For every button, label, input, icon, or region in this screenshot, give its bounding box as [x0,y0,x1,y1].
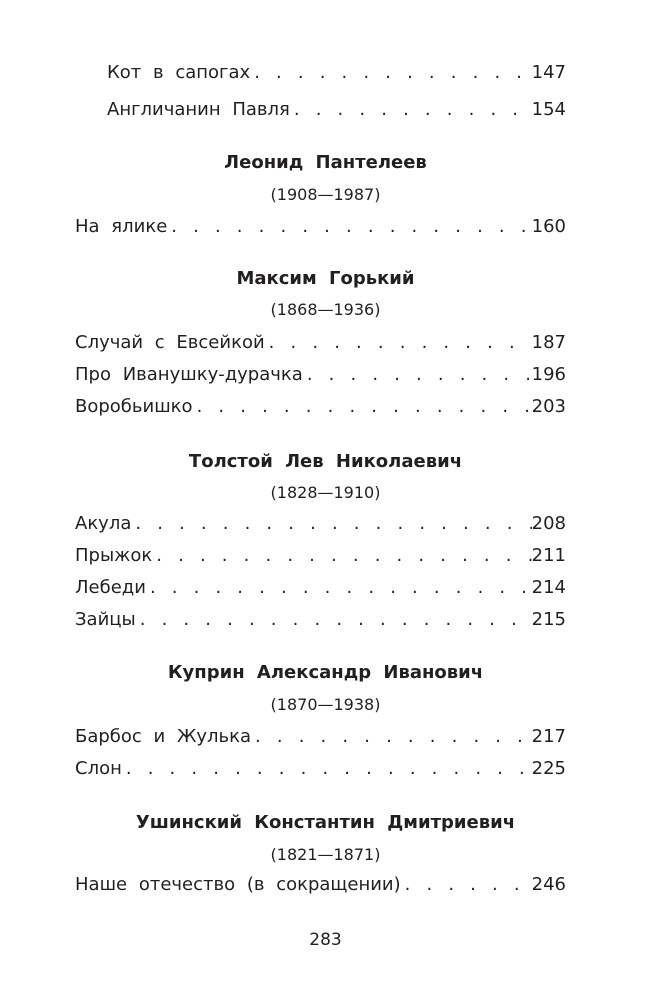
entry-page: 215 [531,609,566,630]
leader-dots [122,758,532,779]
toc-entry [75,216,566,242]
leader-dots [250,62,531,83]
toc-entry [75,609,566,635]
toc-entry [75,364,566,390]
entry-title: Барбос и Жулька [75,726,252,747]
entry-page: 246 [531,874,566,895]
toc-entry [75,396,566,422]
toc-entry [75,874,566,900]
entry-title: Зайцы [75,609,136,630]
entry-title: Кот в сапогах [107,62,251,83]
leader-dots [193,396,532,417]
author-name: Леонид Пантелеев [224,152,427,173]
entry-page: 214 [531,577,566,598]
author-years: (1868—1936) [270,300,381,319]
entry-title: На ялике [75,216,168,237]
toc-entry [75,332,566,358]
leader-dots [401,874,532,895]
toc-entry [107,62,566,88]
toc-entry [107,99,566,125]
entry-title: Слон [75,758,122,779]
leader-dots [146,577,532,598]
entry-title: Воробьишко [75,396,193,417]
toc-entry [75,758,566,784]
author-years: (1828—1910) [270,483,381,502]
entry-title: Лебеди [75,577,146,598]
author-name: Куприн Александр Иванович [167,662,484,683]
entry-page: 196 [531,364,566,385]
author-years: (1821—1871) [270,845,381,864]
entry-page: 160 [531,216,566,237]
entry-title: Наше отечество (в сокращении) [75,874,401,895]
leader-dots [152,545,531,566]
author-name: Максим Горький [236,268,415,289]
toc-entry [75,577,566,603]
author-name: Толстой Лев Николаевич [188,451,463,472]
page-number: 283 [309,930,342,950]
entry-title: Про Иванушку-дурачка [75,364,303,385]
entry-title: Акула [75,513,132,534]
leader-dots [303,364,532,385]
leader-dots [167,216,531,237]
leader-dots [290,99,532,120]
entry-page: 217 [531,726,566,747]
entry-page: 203 [531,396,566,417]
toc-entry [75,545,566,571]
leader-dots [131,513,531,534]
entry-title: Прыжок [75,545,153,566]
entry-page: 147 [531,62,566,83]
entry-title: Англичанин Павля [107,99,290,120]
entry-page: 208 [531,513,566,534]
author-name: Ушинский Константин Дмитриевич [135,812,516,833]
entry-page: 225 [531,758,566,779]
entry-title: Случай с Евсейкой [75,332,265,353]
entry-page: 211 [531,545,566,566]
author-years: (1870—1938) [270,695,381,714]
toc-entry [75,513,566,539]
entry-page: 187 [531,332,566,353]
leader-dots [251,726,532,747]
entry-page: 154 [531,99,566,120]
leader-dots [136,609,532,630]
toc-entry [75,726,566,752]
author-years: (1908—1987) [270,185,381,204]
leader-dots [265,332,532,353]
